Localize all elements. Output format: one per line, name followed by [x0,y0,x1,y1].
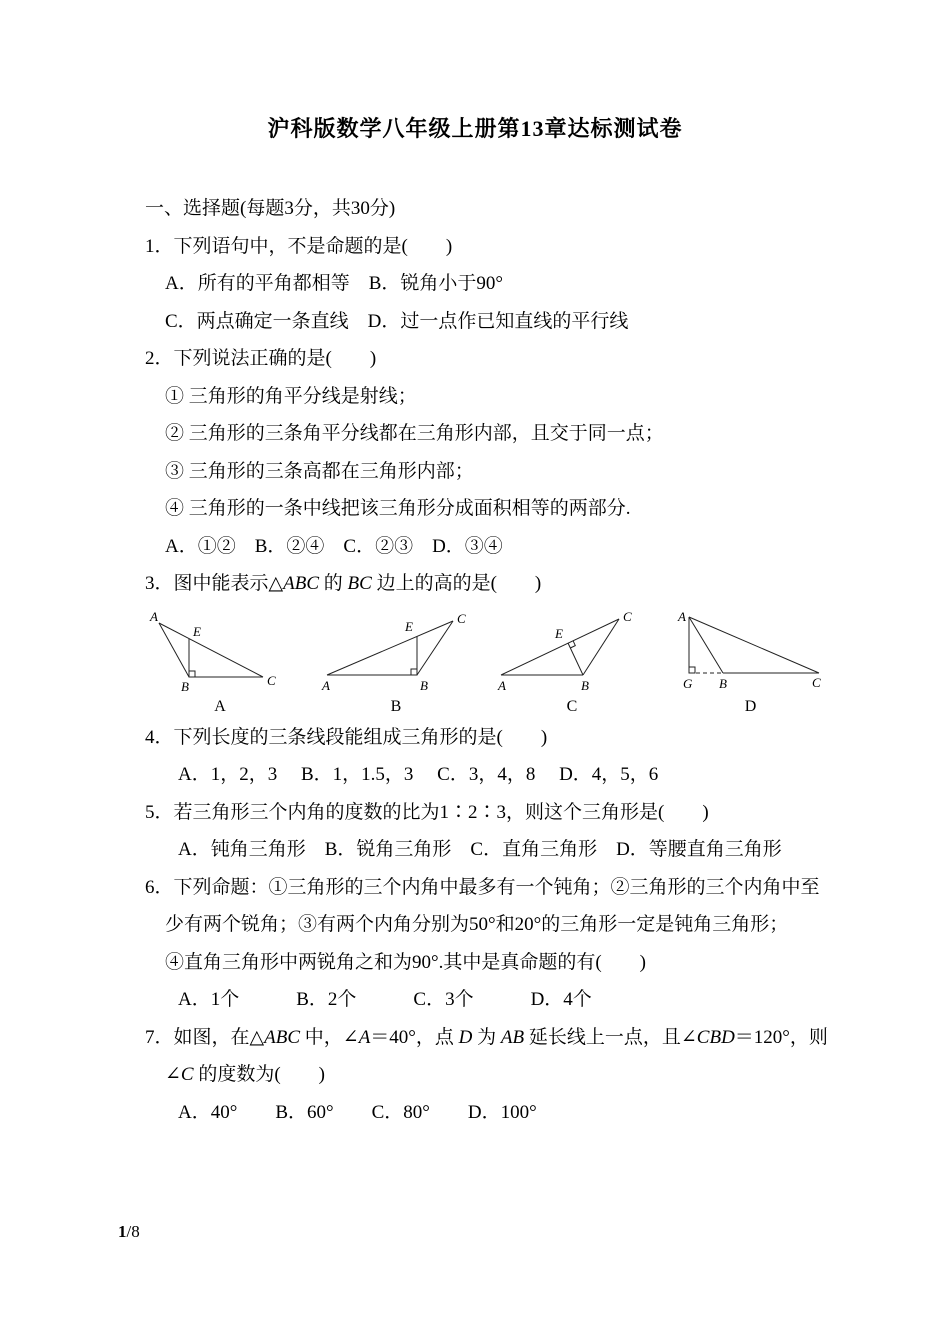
q3-var-abc: ABC [283,573,320,594]
vertex-label: A [678,610,686,624]
q7-text: ＝40°，点 [370,1026,459,1048]
vertex-label: E [193,623,201,639]
q7-text: 为 [472,1026,501,1048]
page-number [118,1222,140,1242]
vertex-label: A [150,610,158,624]
right-angle-mark [411,669,417,675]
question-6-options: A．1个 B．2个 C．3个 D．4个 [178,989,592,1010]
q7-var-cbd: CBD [696,1026,735,1048]
content [145,190,851,1131]
vertex-label: C [457,610,466,626]
q7-text: 延长线上一点，且∠ [524,1026,697,1048]
triangle-diagram-a [145,611,295,697]
figure-option-c [497,611,647,717]
triangle-edges [159,623,263,677]
question-4-options: A．1，2，3 B．1，1.5，3 C．3，4，8 D．4，5，6 [178,764,659,785]
q7-text: 7．如图，在△ [145,1026,265,1048]
figure-option-a [145,611,295,717]
vertex-label: B [181,678,189,694]
vertex-label: C [267,672,276,688]
q3-var-bc: BC [347,573,372,594]
section-heading: 一、选择题(每题3分，共30分) [145,198,396,219]
q7-text: 中，∠ [300,1026,359,1048]
figure-caption-a: A [214,697,226,715]
page-title: 沪科版数学八年级上册第13章达标测试卷 [267,116,683,141]
vertex-label: E [555,625,563,641]
vertex-label: B [581,677,589,693]
question-2-item-3: ③ 三角形的三条高都在三角形内部； [165,460,474,482]
vertex-label: B [420,677,428,693]
q7-var-abc: ABC [264,1026,301,1048]
figure-caption-b: B [390,697,402,715]
vertex-label: A [322,677,330,693]
triangle-diagram-d [673,611,828,697]
question-6-stem-line3: ④直角三角形中两锐角之和为90°.其中是真命题的有( ) [165,951,647,973]
figure-caption-c: C [566,697,578,715]
question-1-options-cd: C．两点确定一条直线 D．过一点作已知直线的平行线 [165,310,629,332]
q7-text: 的度数为( ) [193,1064,326,1085]
question-4-stem: 4．下列长度的三条线段能组成三角形的是( ) [145,726,548,748]
question-6-stem-line2: 少有两个锐角；③有两个内角分别为50°和20°的三角形一定是钝角三角形； [165,914,789,935]
vertex-label: G [683,675,693,691]
vertex-label: B [719,675,727,691]
question-7-options: A．40° B．60° C．80° D．100° [178,1101,537,1123]
q7-text: ＝120°，则 [734,1026,828,1048]
page-number-current: 1 [118,1222,127,1241]
question-2-item-2: ② 三角形的三条角平分线都在三角形内部，且交于同一点； [165,423,664,444]
right-angle-mark [689,667,695,673]
question-7-stem-line1 [145,1019,851,1057]
q3-text: 3．图中能表示△ [145,573,284,594]
figure-option-b [321,611,471,717]
q7-var-c: C [180,1064,194,1085]
question-5-stem: 5．若三角形三个内角的度数的比为1∶2∶3，则这个三角形是( ) [145,801,709,823]
vertex-label: C [812,674,821,690]
right-angle-mark [189,671,195,677]
triangle-edges [327,618,453,675]
vertex-label: C [623,610,632,624]
q3-text: 边上的高的是( ) [371,573,542,594]
page-number-total: /8 [126,1222,140,1241]
question-2-item-1: ① 三角形的角平分线是射线； [165,385,417,407]
question-7-stem-line2 [165,1056,851,1094]
question-2-stem: 2．下列说法正确的是( ) [145,348,377,369]
q7-var-d: D [458,1026,473,1048]
vertex-label: A [498,677,506,693]
triangle-diagram-b [321,611,471,697]
figure-option-d [673,611,828,717]
figure-caption-d: D [744,697,757,715]
question-1-stem: 1．下列语句中，不是命题的是( ) [145,235,453,257]
q3-text: 的 [319,573,348,594]
question-5-options: A．钝角三角形 B．锐角三角形 C．直角三角形 D．等腰直角三角形 [178,839,782,860]
question-2-options: A．①② B．②④ C．②③ D．③④ [165,535,503,557]
q7-var-ab: AB [500,1026,525,1048]
q7-var-a: A [358,1026,371,1048]
triangle-diagram-c [497,611,647,697]
question-1-options-ab: A．所有的平角都相等 B．锐角小于90° [165,273,503,294]
question-3-stem [145,565,851,603]
question-3-figures [145,611,851,717]
question-2-item-4: ④ 三角形的一条中线把该三角形分成面积相等的两部分. [165,498,631,519]
triangle-edges [689,617,819,673]
q7-text: ∠ [165,1064,181,1085]
vertex-label: E [405,618,413,634]
question-6-stem-line1: 6．下列命题：①三角形的三个内角中最多有一个钝角；②三角形的三个内角中至 [145,876,820,898]
